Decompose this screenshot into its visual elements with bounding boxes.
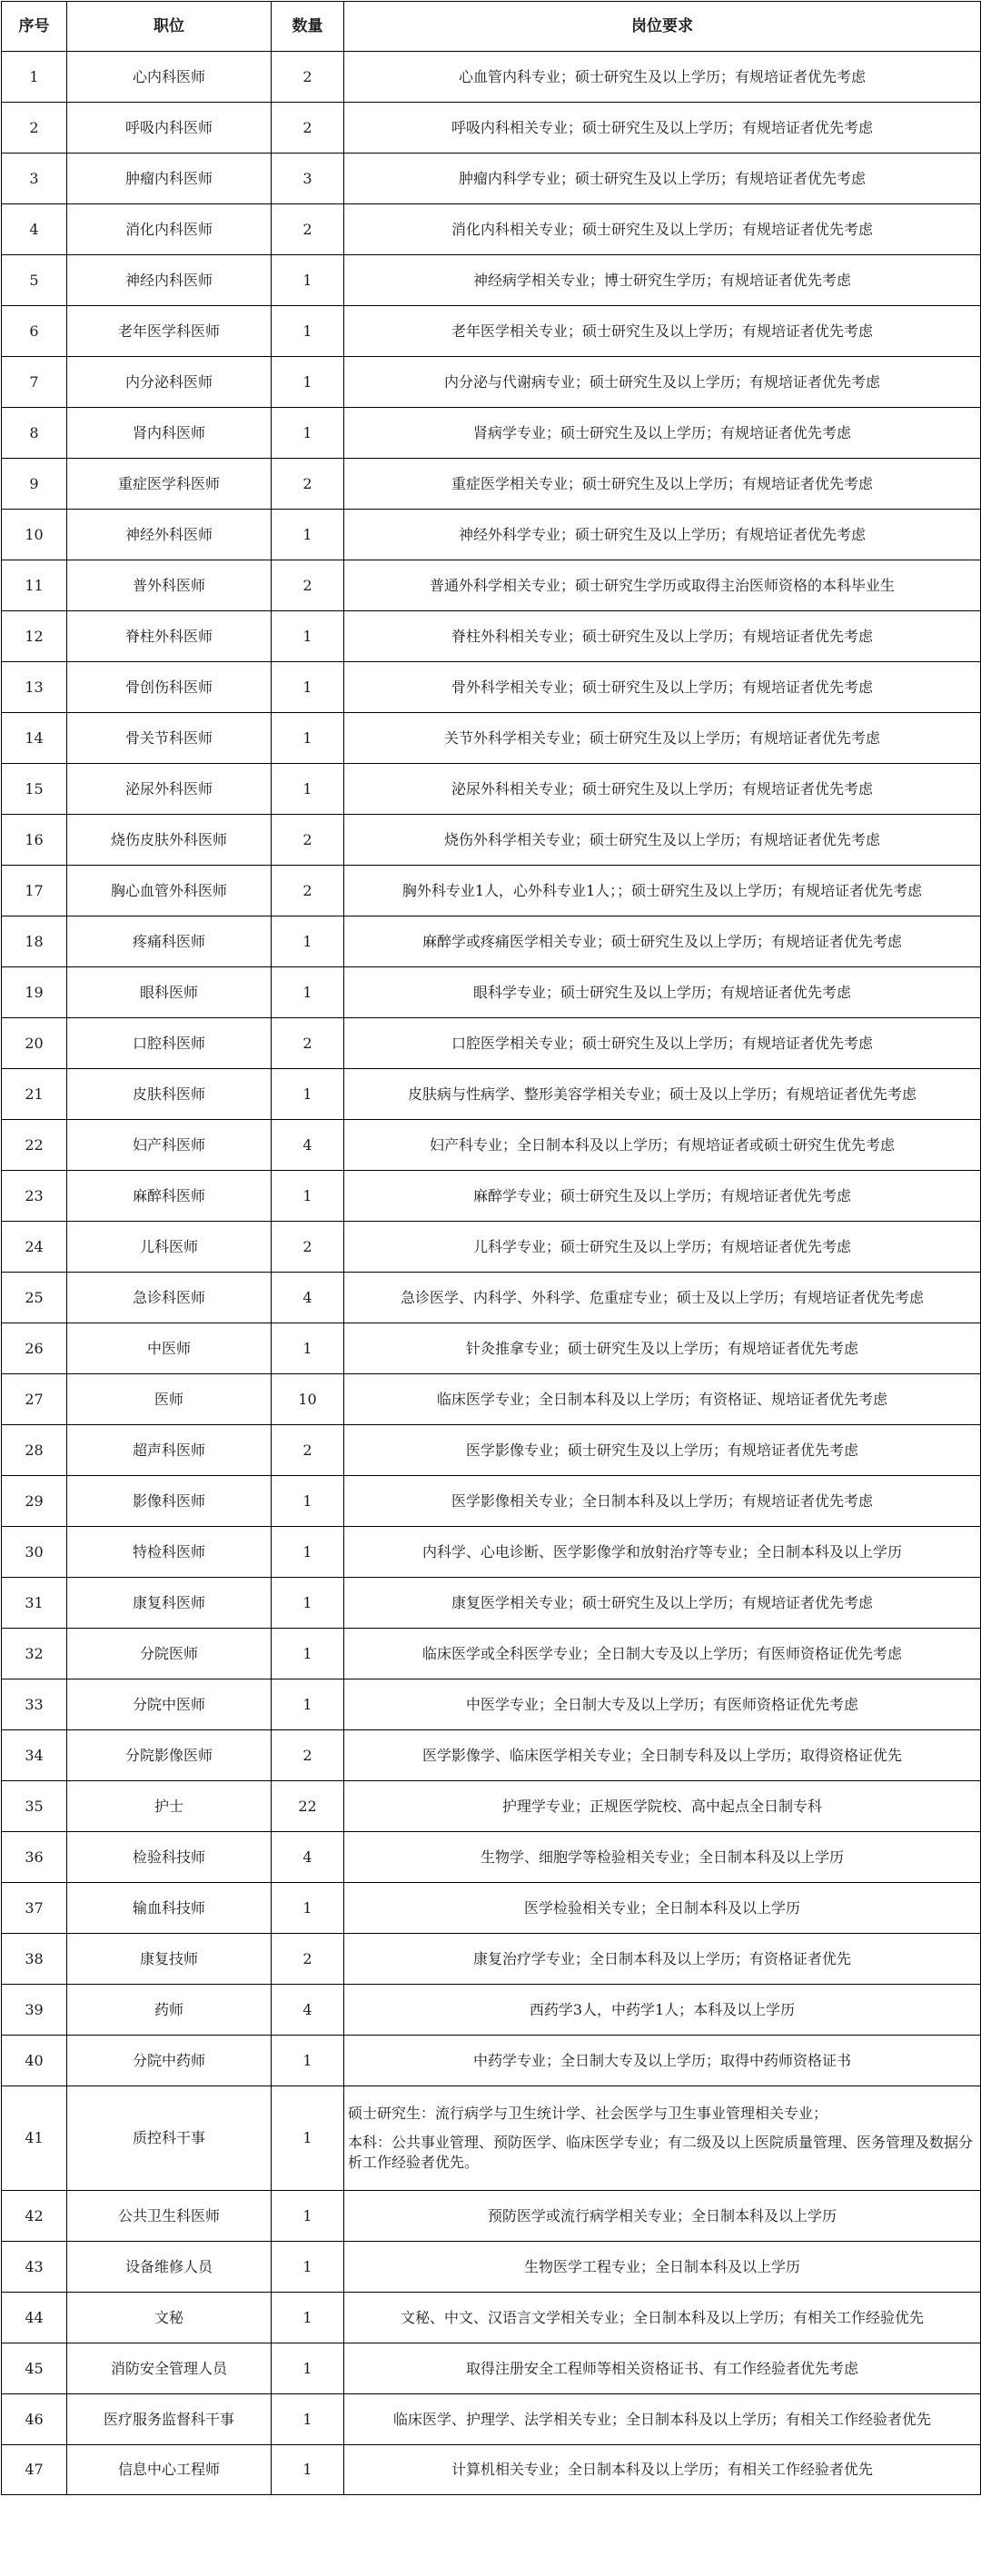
cell-requirement: 骨外科学相关专业；硕士研究生及以上学历；有规培证者优先考虑 (344, 662, 981, 713)
cell-title: 肿瘤内科医师 (67, 154, 272, 204)
cell-no: 45 (2, 2343, 67, 2394)
table-row (2, 408, 981, 459)
cell-no: 24 (2, 1222, 67, 1273)
cell-requirement: 预防医学或流行病学相关专业；全日制本科及以上学历 (344, 2191, 981, 2242)
cell-requirement: 中医学专业；全日制大专及以上学历；有医师资格证优先考虑 (344, 1679, 981, 1730)
cell-requirement: 胸外科专业1人，心外科专业1人；；硕士研究生及以上学历；有规培证者优先考虑 (344, 866, 981, 916)
cell-no: 16 (2, 815, 67, 866)
table-row (2, 1323, 981, 1374)
cell-count: 1 (272, 1578, 344, 1629)
cell-no: 21 (2, 1069, 67, 1120)
cell-requirement: 护理学专业；正规医学院校、高中起点全日制专科 (344, 1781, 981, 1832)
cell-requirement: 呼吸内科相关专业；硕士研究生及以上学历；有规培证者优先考虑 (344, 103, 981, 154)
cell-title: 分院影像医师 (67, 1730, 272, 1781)
cell-count: 1 (272, 764, 344, 815)
cell-count: 1 (272, 2293, 344, 2343)
cell-requirement: 医学检验相关专业；全日制本科及以上学历 (344, 1883, 981, 1934)
table-row (2, 1781, 981, 1832)
cell-no: 40 (2, 2036, 67, 2086)
cell-no: 14 (2, 713, 67, 764)
cell-requirement: 肿瘤内科学专业；硕士研究生及以上学历；有规培证者优先考虑 (344, 154, 981, 204)
cell-count: 2 (272, 1425, 344, 1476)
cell-requirement: 泌尿外科相关专业；硕士研究生及以上学历；有规培证者优先考虑 (344, 764, 981, 815)
cell-count: 4 (272, 1985, 344, 2036)
cell-requirement: 口腔医学相关专业；硕士研究生及以上学历；有规培证者优先考虑 (344, 1018, 981, 1069)
table-row (2, 154, 981, 204)
cell-title: 呼吸内科医师 (67, 103, 272, 154)
cell-count: 1 (272, 662, 344, 713)
cell-no: 18 (2, 916, 67, 967)
cell-title: 骨创伤科医师 (67, 662, 272, 713)
cell-count: 2 (272, 204, 344, 255)
table-body (2, 52, 981, 2495)
table-row (2, 1883, 981, 1934)
cell-no: 27 (2, 1374, 67, 1425)
cell-count: 1 (272, 1629, 344, 1679)
cell-count: 3 (272, 154, 344, 204)
cell-no: 42 (2, 2191, 67, 2242)
cell-count: 2 (272, 1018, 344, 1069)
table-row (2, 713, 981, 764)
cell-title: 泌尿外科医师 (67, 764, 272, 815)
cell-no: 20 (2, 1018, 67, 1069)
cell-no: 3 (2, 154, 67, 204)
cell-count: 1 (272, 2343, 344, 2394)
table-row (2, 1171, 981, 1222)
cell-title: 消防安全管理人员 (67, 2343, 272, 2394)
table-row (2, 611, 981, 662)
cell-no: 7 (2, 357, 67, 408)
header-row (2, 2, 981, 52)
cell-count: 1 (272, 255, 344, 306)
table-row (2, 255, 981, 306)
cell-requirement: 生物医学工程专业；全日制本科及以上学历 (344, 2242, 981, 2293)
table-row (2, 1934, 981, 1985)
cell-no: 34 (2, 1730, 67, 1781)
cell-title: 疼痛科医师 (67, 916, 272, 967)
header-title: 职位 (67, 2, 272, 52)
cell-title: 皮肤科医师 (67, 1069, 272, 1120)
cell-requirement: 计算机相关专业；全日制本科及以上学历；有相关工作经验者优先 (344, 2445, 981, 2495)
cell-requirement: 重症医学相关专业；硕士研究生及以上学历；有规培证者优先考虑 (344, 459, 981, 510)
cell-count: 22 (272, 1781, 344, 1832)
table-row (2, 764, 981, 815)
cell-no: 19 (2, 967, 67, 1018)
header-no: 序号 (2, 2, 67, 52)
cell-requirement: 消化内科相关专业；硕士研究生及以上学历；有规培证者优先考虑 (344, 204, 981, 255)
cell-no: 26 (2, 1323, 67, 1374)
cell-title: 检验科技师 (67, 1832, 272, 1883)
cell-title: 超声科医师 (67, 1425, 272, 1476)
cell-title: 口腔科医师 (67, 1018, 272, 1069)
cell-requirement: 儿科学专业；硕士研究生及以上学历；有规培证者优先考虑 (344, 1222, 981, 1273)
cell-count: 2 (272, 52, 344, 103)
table-row (2, 1985, 981, 2036)
cell-title: 药师 (67, 1985, 272, 2036)
cell-title: 脊柱外科医师 (67, 611, 272, 662)
cell-title: 神经内科医师 (67, 255, 272, 306)
cell-no: 35 (2, 1781, 67, 1832)
cell-count: 1 (272, 510, 344, 560)
cell-count: 1 (272, 2086, 344, 2191)
table-row (2, 1273, 981, 1323)
cell-requirement: 康复医学相关专业；硕士研究生及以上学历；有规培证者优先考虑 (344, 1578, 981, 1629)
cell-count: 4 (272, 1832, 344, 1883)
cell-title: 普外科医师 (67, 560, 272, 611)
cell-title: 急诊科医师 (67, 1273, 272, 1323)
cell-count: 1 (272, 1883, 344, 1934)
cell-count: 1 (272, 1323, 344, 1374)
cell-requirement: 皮肤病与性病学、整形美容学相关专业；硕士及以上学历；有规培证者优先考虑 (344, 1069, 981, 1120)
cell-title: 心内科医师 (67, 52, 272, 103)
table-row (2, 1018, 981, 1069)
cell-requirement: 文秘、中文、汉语言文学相关专业；全日制本科及以上学历；有相关工作经验优先 (344, 2293, 981, 2343)
cell-count: 1 (272, 357, 344, 408)
cell-title: 眼科医师 (67, 967, 272, 1018)
cell-no: 39 (2, 1985, 67, 2036)
cell-title: 分院中医师 (67, 1679, 272, 1730)
cell-count: 1 (272, 2242, 344, 2293)
cell-no: 28 (2, 1425, 67, 1476)
cell-count: 1 (272, 1069, 344, 1120)
cell-requirement: 医学影像专业；硕士研究生及以上学历；有规培证者优先考虑 (344, 1425, 981, 1476)
cell-no: 29 (2, 1476, 67, 1527)
table-row (2, 1425, 981, 1476)
cell-count: 1 (272, 1679, 344, 1730)
cell-count: 2 (272, 815, 344, 866)
cell-requirement: 心血管内科专业；硕士研究生及以上学历；有规培证者优先考虑 (344, 52, 981, 103)
cell-count: 2 (272, 103, 344, 154)
table-row (2, 52, 981, 103)
table-row (2, 2293, 981, 2343)
table-row (2, 1730, 981, 1781)
cell-title: 护士 (67, 1781, 272, 1832)
cell-requirement: 神经外科学专业；硕士研究生及以上学历；有规培证者优先考虑 (344, 510, 981, 560)
table-row (2, 1476, 981, 1527)
cell-count: 2 (272, 560, 344, 611)
cell-title: 重症医学科医师 (67, 459, 272, 510)
cell-title: 信息中心工程师 (67, 2445, 272, 2495)
cell-requirement: 生物学、细胞学等检验相关专业；全日制本科及以上学历 (344, 1832, 981, 1883)
cell-title: 烧伤皮肤外科医师 (67, 815, 272, 866)
cell-no: 36 (2, 1832, 67, 1883)
cell-no: 46 (2, 2394, 67, 2445)
cell-count: 1 (272, 408, 344, 459)
cell-requirement: 针灸推拿专业；硕士研究生及以上学历；有规培证者优先考虑 (344, 1323, 981, 1374)
cell-requirement: 妇产科专业；全日制本科及以上学历；有规培证者或硕士研究生优先考虑 (344, 1120, 981, 1171)
cell-title: 影像科医师 (67, 1476, 272, 1527)
cell-requirement: 神经病学相关专业；博士研究生学历；有规培证者优先考虑 (344, 255, 981, 306)
cell-title: 老年医学科医师 (67, 306, 272, 357)
header-count: 数量 (272, 2, 344, 52)
cell-count: 10 (272, 1374, 344, 1425)
table-row (2, 459, 981, 510)
table-header (2, 2, 981, 52)
cell-no: 23 (2, 1171, 67, 1222)
cell-no: 43 (2, 2242, 67, 2293)
cell-no: 33 (2, 1679, 67, 1730)
table-row (2, 662, 981, 713)
cell-no: 38 (2, 1934, 67, 1985)
cell-no: 17 (2, 866, 67, 916)
cell-no: 11 (2, 560, 67, 611)
cell-no: 9 (2, 459, 67, 510)
cell-count: 1 (272, 2394, 344, 2445)
cell-requirement: 内分泌与代谢病专业；硕士研究生及以上学历；有规培证者优先考虑 (344, 357, 981, 408)
table-row (2, 815, 981, 866)
cell-count: 1 (272, 2036, 344, 2086)
table-row (2, 2343, 981, 2394)
cell-no: 15 (2, 764, 67, 815)
cell-requirement: 临床医学或全科医学专业；全日制大专及以上学历；有医师资格证优先考虑 (344, 1629, 981, 1679)
requirement-line: 本科：公共事业管理、预防医学、临床医学专业；有二级及以上医院质量管理、医务管理及数据分析工作经验者优先。 (348, 2134, 974, 2171)
table-row (2, 2086, 981, 2191)
cell-count: 1 (272, 713, 344, 764)
cell-title: 儿科医师 (67, 1222, 272, 1273)
cell-requirement (344, 2086, 981, 2191)
cell-count: 1 (272, 306, 344, 357)
cell-title: 设备维修人员 (67, 2242, 272, 2293)
cell-requirement: 脊柱外科相关专业；硕士研究生及以上学历；有规培证者优先考虑 (344, 611, 981, 662)
cell-no: 22 (2, 1120, 67, 1171)
cell-count: 2 (272, 866, 344, 916)
cell-title: 分院医师 (67, 1629, 272, 1679)
cell-title: 医师 (67, 1374, 272, 1425)
cell-no: 2 (2, 103, 67, 154)
cell-count: 4 (272, 1120, 344, 1171)
table-row (2, 1578, 981, 1629)
table-row (2, 1679, 981, 1730)
cell-title: 妇产科医师 (67, 1120, 272, 1171)
cell-no: 4 (2, 204, 67, 255)
cell-title: 消化内科医师 (67, 204, 272, 255)
cell-count: 1 (272, 1171, 344, 1222)
cell-count: 2 (272, 1222, 344, 1273)
cell-title: 麻醉科医师 (67, 1171, 272, 1222)
cell-title: 质控科干事 (67, 2086, 272, 2191)
cell-no: 8 (2, 408, 67, 459)
cell-requirement: 内科学、心电诊断、医学影像学和放射治疗等专业；全日制本科及以上学历 (344, 1527, 981, 1578)
cell-requirement: 医学影像相关专业；全日制本科及以上学历；有规培证者优先考虑 (344, 1476, 981, 1527)
table-row (2, 2036, 981, 2086)
cell-title: 公共卫生科医师 (67, 2191, 272, 2242)
table-row (2, 1629, 981, 1679)
cell-no: 12 (2, 611, 67, 662)
cell-count: 4 (272, 1273, 344, 1323)
table-row (2, 103, 981, 154)
cell-count: 1 (272, 2445, 344, 2495)
cell-no: 30 (2, 1527, 67, 1578)
cell-count: 2 (272, 1934, 344, 1985)
cell-no: 44 (2, 2293, 67, 2343)
cell-requirement: 医学影像学、临床医学相关专业；全日制专科及以上学历；取得资格证优先 (344, 1730, 981, 1781)
table-row (2, 510, 981, 560)
cell-title: 神经外科医师 (67, 510, 272, 560)
cell-title: 康复技师 (67, 1934, 272, 1985)
table-row (2, 1832, 981, 1883)
cell-title: 康复科医师 (67, 1578, 272, 1629)
cell-no: 1 (2, 52, 67, 103)
cell-requirement: 老年医学相关专业；硕士研究生及以上学历；有规培证者优先考虑 (344, 306, 981, 357)
cell-title: 文秘 (67, 2293, 272, 2343)
cell-count: 1 (272, 1527, 344, 1578)
cell-count: 1 (272, 2191, 344, 2242)
cell-title: 输血科技师 (67, 1883, 272, 1934)
table-row (2, 1527, 981, 1578)
cell-no: 25 (2, 1273, 67, 1323)
cell-requirement: 取得注册安全工程师等相关资格证书、有工作经验者优先考虑 (344, 2343, 981, 2394)
cell-no: 10 (2, 510, 67, 560)
table-row (2, 916, 981, 967)
cell-title: 肾内科医师 (67, 408, 272, 459)
table-row (2, 2445, 981, 2495)
cell-requirement: 临床医学、护理学、法学相关专业；全日制本科及以上学历；有相关工作经验者优先 (344, 2394, 981, 2445)
cell-count: 1 (272, 967, 344, 1018)
requirement-line: 硕士研究生：流行病学与卫生统计学、社会医学与卫生事业管理相关专业； (348, 2105, 828, 2122)
recruitment-table (1, 1, 981, 2495)
cell-requirement: 肾病学专业；硕士研究生及以上学历；有规培证者优先考虑 (344, 408, 981, 459)
cell-count: 1 (272, 916, 344, 967)
cell-requirement: 普通外科学相关专业；硕士研究生学历或取得主治医师资格的本科毕业生 (344, 560, 981, 611)
cell-requirement: 烧伤外科学相关专业；硕士研究生及以上学历；有规培证者优先考虑 (344, 815, 981, 866)
cell-count: 1 (272, 1476, 344, 1527)
cell-count: 2 (272, 459, 344, 510)
cell-count: 1 (272, 611, 344, 662)
cell-title: 医疗服务监督科干事 (67, 2394, 272, 2445)
table-row (2, 204, 981, 255)
cell-title: 中医师 (67, 1323, 272, 1374)
cell-title: 内分泌科医师 (67, 357, 272, 408)
table-row (2, 1120, 981, 1171)
table-row (2, 560, 981, 611)
cell-no: 5 (2, 255, 67, 306)
table-row (2, 1069, 981, 1120)
cell-title: 骨关节科医师 (67, 713, 272, 764)
table-row (2, 2191, 981, 2242)
cell-requirement: 临床医学专业；全日制本科及以上学历；有资格证、规培证者优先考虑 (344, 1374, 981, 1425)
header-requirement: 岗位要求 (344, 2, 981, 52)
cell-requirement: 中药学专业；全日制大专及以上学历；取得中药师资格证书 (344, 2036, 981, 2086)
table-row (2, 1374, 981, 1425)
table-row (2, 2394, 981, 2445)
table-row (2, 1222, 981, 1273)
cell-requirement: 西药学3人，中药学1人；本科及以上学历 (344, 1985, 981, 2036)
table-row (2, 357, 981, 408)
table-row (2, 306, 981, 357)
cell-no: 37 (2, 1883, 67, 1934)
cell-title: 分院中药师 (67, 2036, 272, 2086)
cell-no: 13 (2, 662, 67, 713)
table-row (2, 866, 981, 916)
cell-requirement: 麻醉学专业；硕士研究生及以上学历；有规培证者优先考虑 (344, 1171, 981, 1222)
cell-requirement: 急诊医学、内科学、外科学、危重症专业；硕士及以上学历；有规培证者优先考虑 (344, 1273, 981, 1323)
cell-no: 47 (2, 2445, 67, 2495)
cell-no: 6 (2, 306, 67, 357)
cell-title: 胸心血管外科医师 (67, 866, 272, 916)
cell-title: 特检科医师 (67, 1527, 272, 1578)
cell-no: 41 (2, 2086, 67, 2191)
cell-requirement: 康复治疗学专业；全日制本科及以上学历；有资格证者优先 (344, 1934, 981, 1985)
cell-no: 32 (2, 1629, 67, 1679)
cell-requirement: 关节外科学相关专业；硕士研究生及以上学历；有规培证者优先考虑 (344, 713, 981, 764)
table-row (2, 2242, 981, 2293)
cell-count: 2 (272, 1730, 344, 1781)
cell-no: 31 (2, 1578, 67, 1629)
cell-requirement: 眼科学专业；硕士研究生及以上学历；有规培证者优先考虑 (344, 967, 981, 1018)
cell-requirement: 麻醉学或疼痛医学相关专业；硕士研究生及以上学历；有规培证者优先考虑 (344, 916, 981, 967)
table-row (2, 967, 981, 1018)
